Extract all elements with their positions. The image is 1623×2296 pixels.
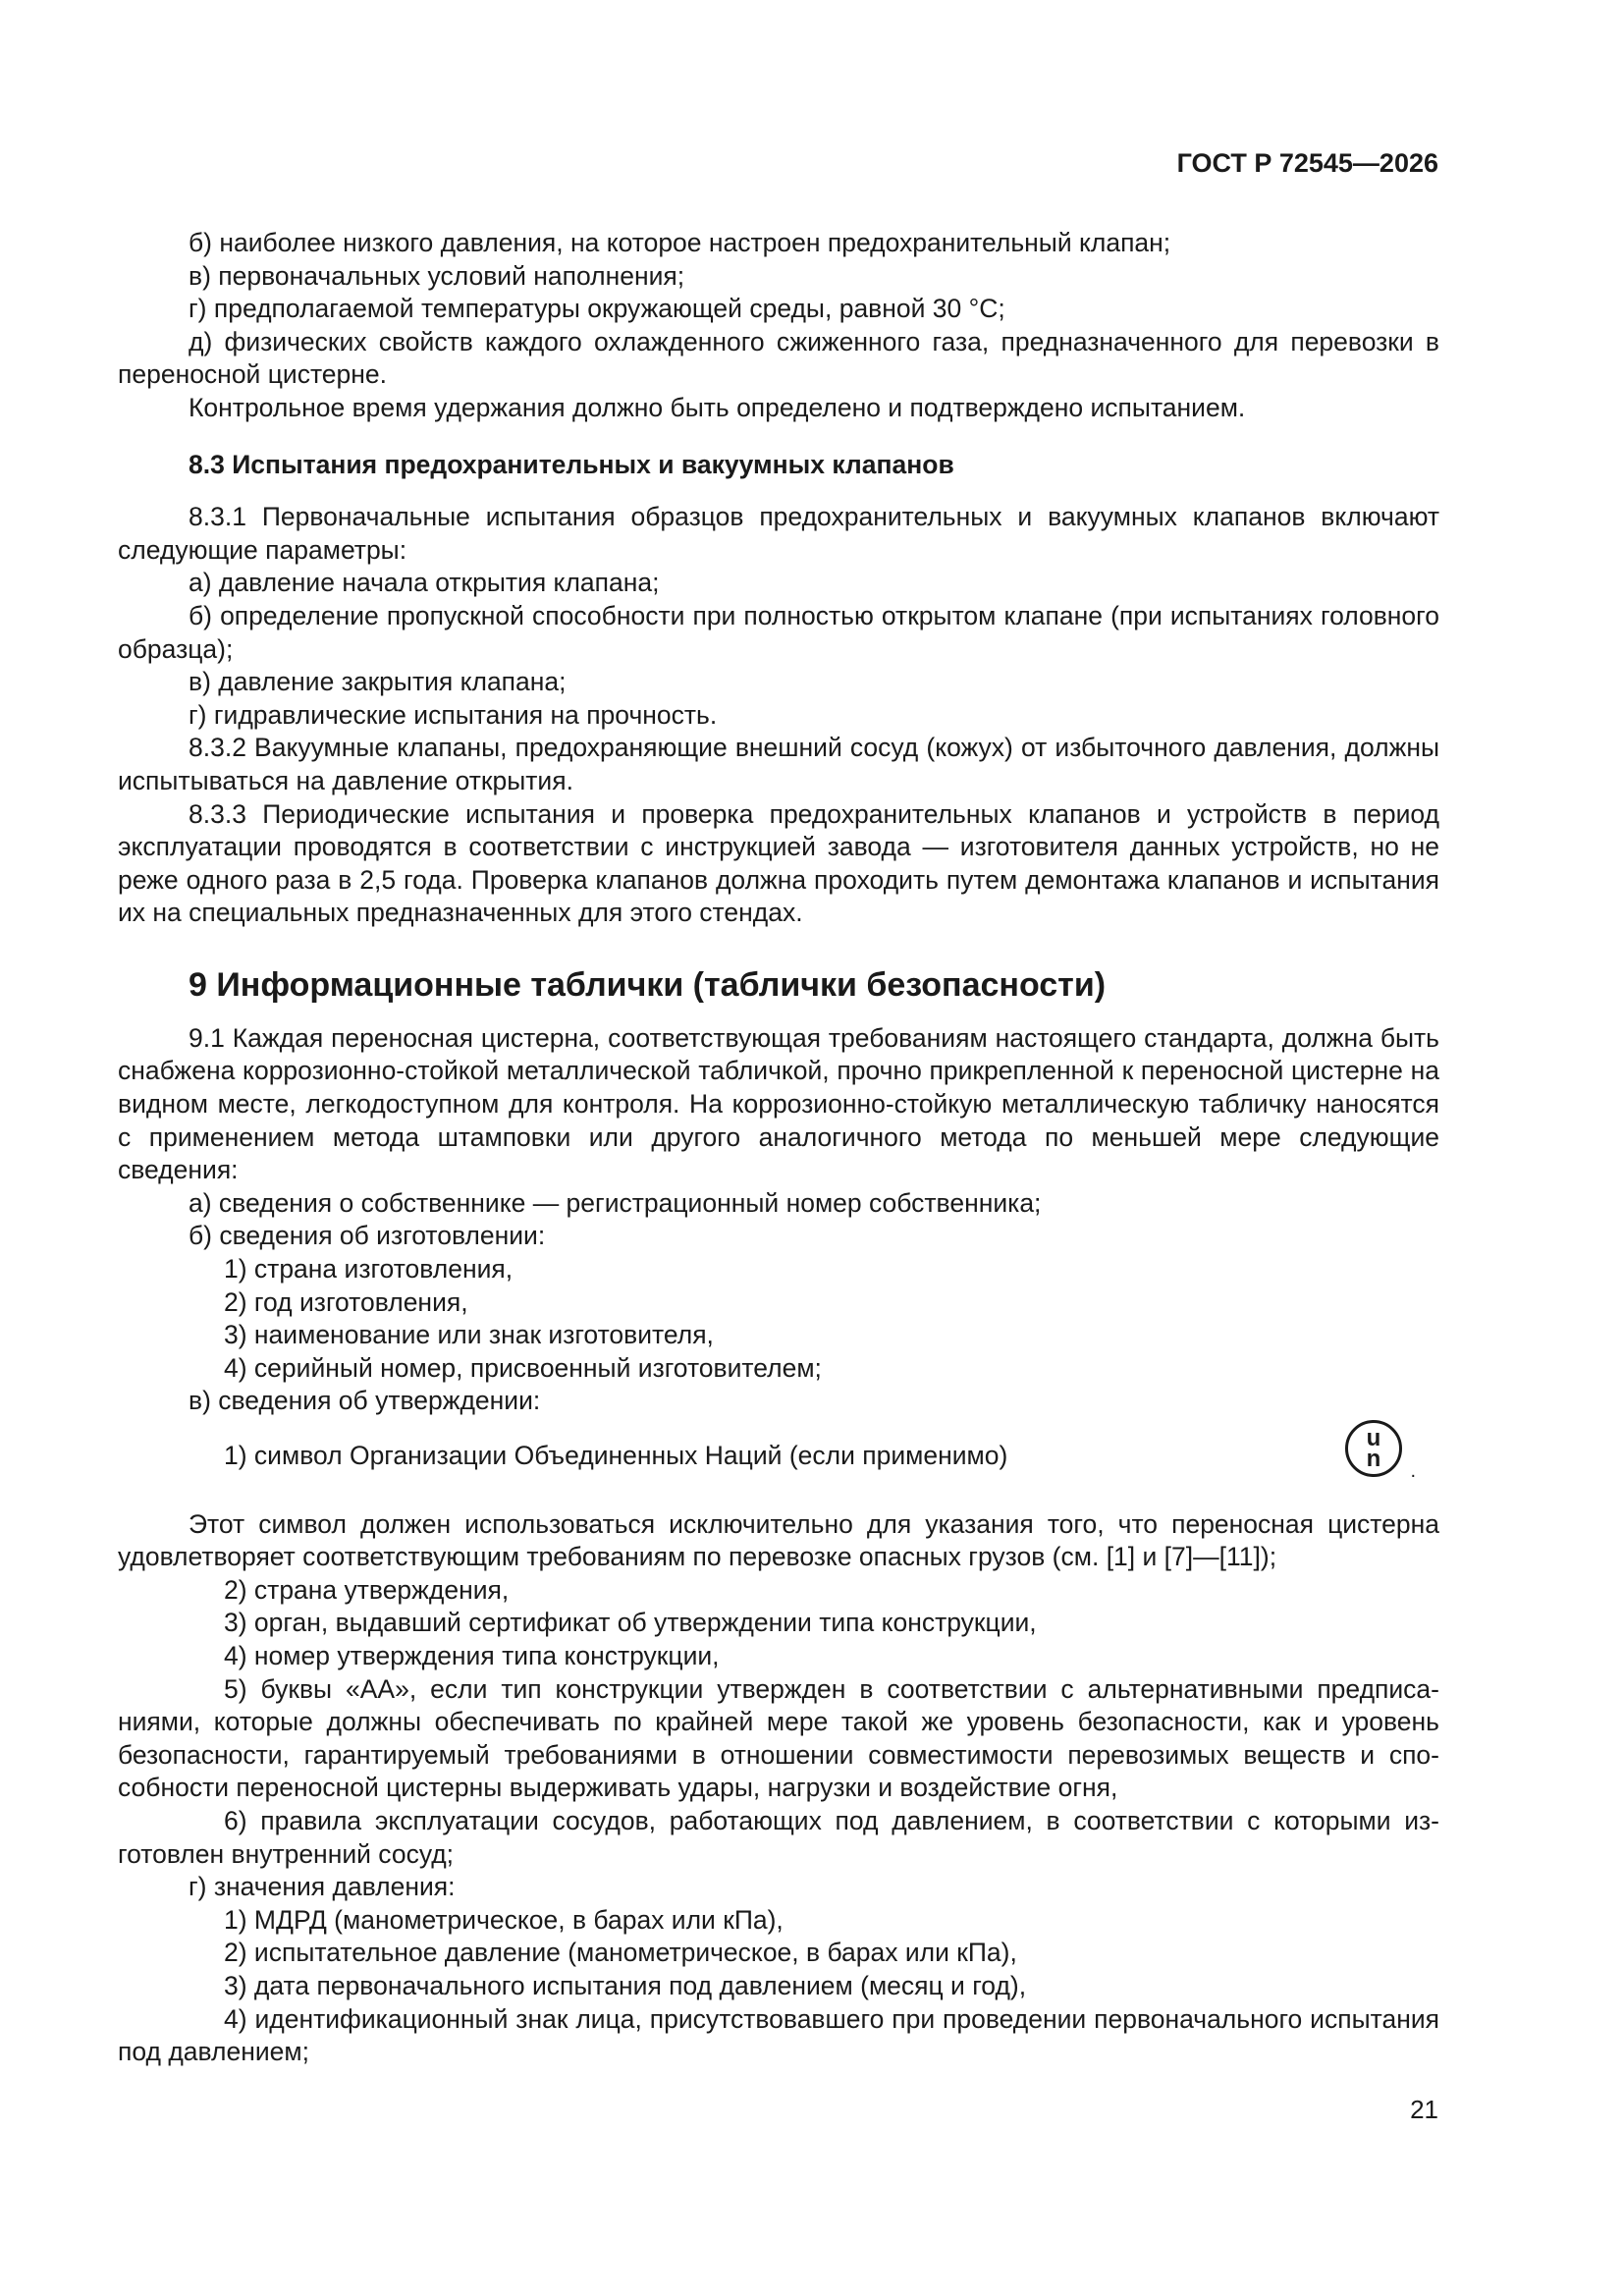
- page-number: 21: [1410, 2095, 1438, 2124]
- list-item: а) давление начала открытия клапана;: [189, 568, 660, 598]
- list-item: 1) МДРД (манометрическое, в барах или кПа),: [224, 1904, 784, 1935]
- document-code-header: ГОСТ Р 72545—2026: [1176, 148, 1438, 178]
- list-item: 4) серийный номер, присвоенный изготовителем;: [224, 1352, 822, 1383]
- list-item: 2) испытательное давление (манометрическое, в барах или кПа),: [224, 1938, 1017, 1968]
- list-item: 2) год изготовления,: [224, 1286, 468, 1317]
- list-item: б) определение пропускной способности при полностью открытом клапане (при испытаниях головного образца);: [118, 600, 1439, 664]
- paragraph: Контрольное время удержания должно быть определено и подтверждено испытанием.: [189, 392, 1246, 422]
- paragraph: 9.1 Каждая переносная цистерна, соответствующая требованиям настоящего стандарта, должна быть снабжена коррозионно-стойкой металлической табличкой, прочно прикрепленной к переносной цистерне на видном месте, легкодоступном для контроля. На коррозионно-стойкую металлическую табличку наносятся с применением метода штамповки или другого аналогичного метода по меньшей мере следующие сведения:: [118, 1022, 1439, 1185]
- list-item: б) сведения об изготовлении:: [189, 1221, 546, 1251]
- list-item: в) сведения об утверждении:: [189, 1386, 541, 1416]
- list-item: 6) правила эксплуатации сосудов, работающих под давлением, в соответствии с которыми изготовлен внутренний сосуд;: [118, 1805, 1439, 1869]
- document-body: [118, 227, 1439, 2069]
- list-item: в) первоначальных условий наполнения;: [189, 260, 685, 291]
- list-item: д) физических свойств каждого охлажденного сжиженного газа, предназначенного для перевозки в переносной цистерне.: [118, 326, 1439, 390]
- section-heading: 9 Информационные таблички (таблички безопасности): [189, 965, 1107, 1004]
- list-item: 5) буквы «АА», если тип конструкции утвержден в соответствии с альтернативными предписаниями, которые должны обеспечивать по крайней мере такой же уровень безопасности, как и уровень безопасности, гарантируемый требованиями в отношении совместимости перевозимых веществ и способности переносной цистерны выдерживать удары, нагрузки и воздействие огня,: [118, 1673, 1439, 1803]
- list-item: 2) страна утверждения,: [224, 1574, 510, 1605]
- list-item: в) давление закрытия клапана;: [189, 667, 567, 697]
- list-item: г) предполагаемой температуры окружающей среды, равной 30 °С;: [189, 294, 1005, 324]
- list-item: 3) дата первоначального испытания под давлением (месяц и год),: [224, 1970, 1027, 2000]
- list-item: г) значения давления:: [189, 1872, 456, 1902]
- un-symbol-dot: .: [1410, 1460, 1416, 1482]
- list-item: 1) страна изготовления,: [224, 1254, 514, 1285]
- paragraph: 8.3.2 Вакуумные клапаны, предохраняющие внешний сосуд (кожух) от избыточного давления, должны испытываться на давление открытия.: [118, 733, 1439, 795]
- un-symbol-top: u: [1366, 1425, 1381, 1451]
- list-item: 1) символ Организации Объединенных Наций (если применимо): [224, 1441, 1008, 1470]
- paragraph: 8.3.3 Периодические испытания и проверка предохранительных клапанов и устройств в период эксплуатации проводятся в соответствии с инструкцией завода — изготовителя данных устройств, но не реже одного раза в 2,5 года. Проверка клапанов должна проходить путем демонтажа клапанов и испытания их на специальных предназначенных для этого стендах.: [118, 798, 1439, 928]
- list-item: 3) орган, выдавший сертификат об утверждении типа конструкции,: [224, 1608, 1037, 1638]
- un-symbol-row: [118, 1425, 1439, 1482]
- paragraph: Этот символ должен использоваться исключительно для указания того, что переносная цистерна удовлетворяет соответствующим требованиям по перевозке опасных грузов (см. [1] и [7]—[11]);: [118, 1508, 1439, 1572]
- un-symbol-icon: [1345, 1420, 1402, 1477]
- list-item: 3) наименование или знак изготовителя,: [224, 1320, 714, 1350]
- list-item: б) наиболее низкого давления, на которое настроен предохранительный клапан;: [189, 228, 1171, 257]
- un-symbol-bottom: n: [1366, 1446, 1381, 1472]
- subsection-heading: 8.3 Испытания предохранительных и вакуумных клапанов: [189, 449, 954, 479]
- paragraph: 8.3.1 Первоначальные испытания образцов предохранительных и вакуумных клапанов включают следующие параметры:: [118, 502, 1439, 565]
- list-item: 4) номер утверждения типа конструкции,: [224, 1640, 720, 1670]
- list-item: 4) идентификационный знак лица, присутствовавшего при проведении первоначального испытания под давлением;: [118, 2003, 1439, 2067]
- list-item: а) сведения о собственнике — регистрационный номер собственника;: [189, 1187, 1042, 1218]
- list-item: г) гидравлические испытания на прочность.: [189, 699, 718, 730]
